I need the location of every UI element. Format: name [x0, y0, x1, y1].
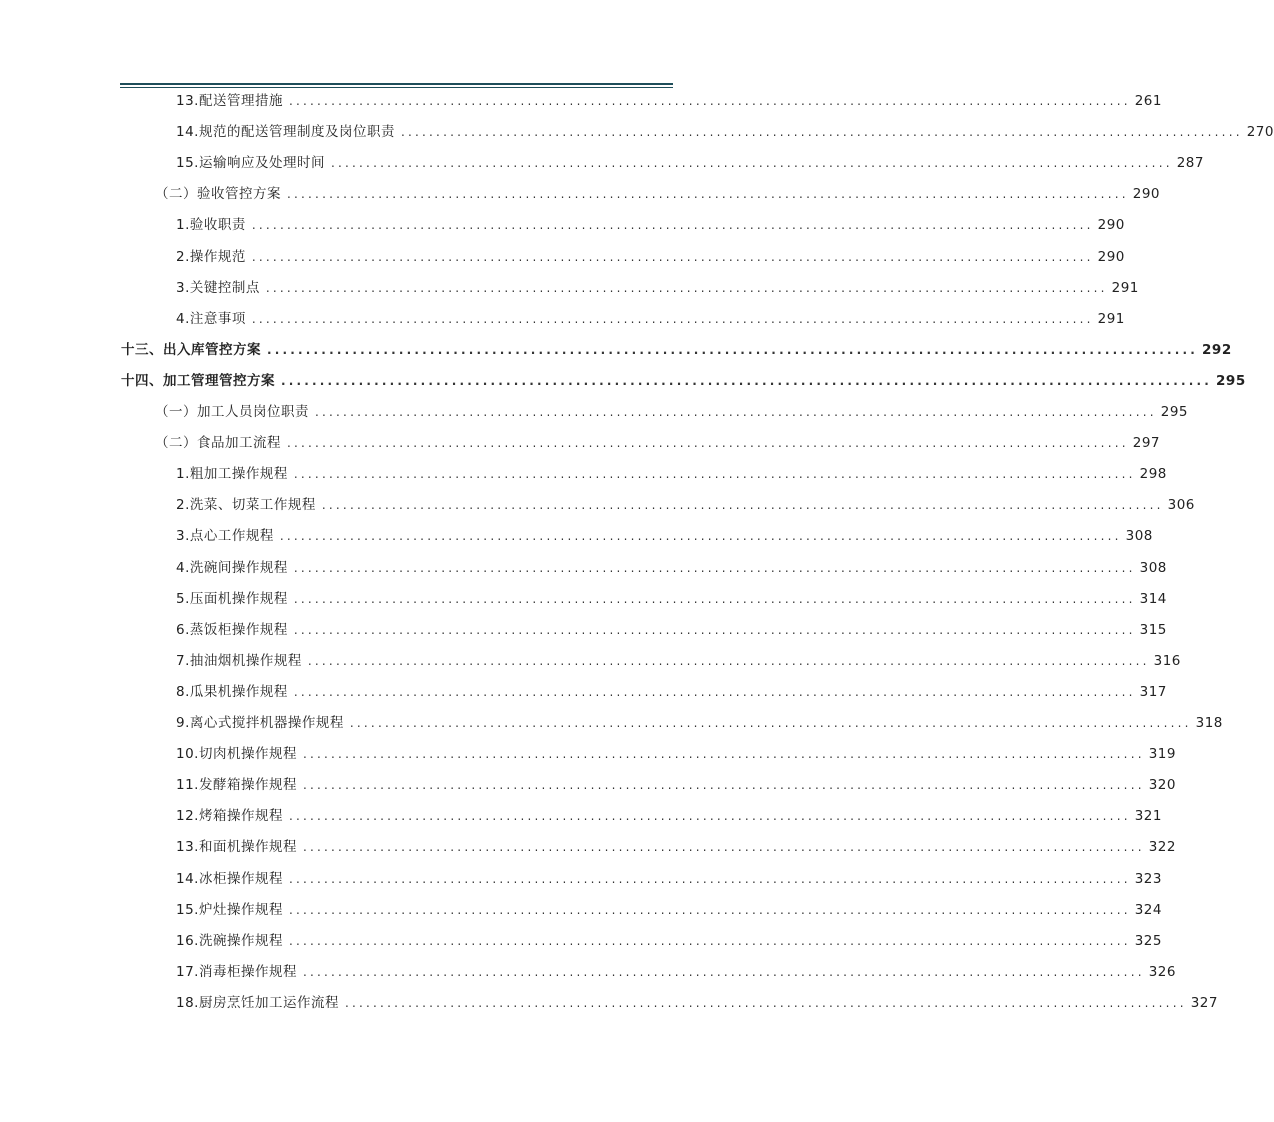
toc-dot-leader: ........................................................................................................................ [315, 405, 1157, 419]
toc-entry-number: 8. [176, 684, 190, 700]
toc-dot-leader: ........................................................................................................................ [293, 561, 1136, 575]
toc-dot-leader: ........................................................................................................................ [349, 716, 1192, 730]
toc-entry-title: 出入库管控方案 [163, 342, 261, 358]
toc-dot-leader: ........................................................................................................................ [293, 685, 1136, 699]
toc-entry-page-number: 261 [1134, 93, 1162, 109]
toc-entry-page-number: 290 [1132, 186, 1161, 202]
toc-dot-leader: ........................................................................................................................ [288, 94, 1131, 108]
toc-entry-number: （二） [155, 435, 197, 451]
toc-entry-title: 抽油烟机操作规程 [189, 653, 302, 669]
toc-dot-leader: ........................................................................................................................ [302, 778, 1145, 792]
toc-entry-page-number: 290 [1097, 249, 1125, 265]
toc-entry[interactable] [176, 869, 1162, 889]
toc-dot-leader: ........................................................................................................................ [265, 281, 1108, 295]
toc-entry-page-number: 321 [1134, 808, 1162, 824]
toc-entry-number: 17. [176, 964, 199, 980]
toc-entry-title: 关键控制点 [189, 280, 260, 296]
toc-entry-page-number: 270 [1246, 124, 1274, 140]
header-rule-thin [120, 87, 673, 88]
toc-entry[interactable] [176, 651, 1181, 671]
toc-entry-page-number: 323 [1134, 871, 1162, 887]
toc-entry-title: 瓜果机操作规程 [189, 684, 288, 700]
toc-entry-number: 4. [176, 560, 190, 576]
toc-entry[interactable] [176, 931, 1162, 951]
toc-entry-number: 16. [176, 933, 199, 949]
toc-entry-title: 验收职责 [189, 217, 246, 233]
toc-entry-title: 蒸饭柜操作规程 [189, 622, 288, 638]
toc-entry-title: 规范的配送管理制度及岗位职责 [198, 124, 395, 140]
toc-entry[interactable] [155, 433, 1161, 453]
toc-entry-title: 压面机操作规程 [189, 591, 288, 607]
toc-entry-title: 和面机操作规程 [198, 839, 297, 855]
toc-dot-leader: ........................................................................................................................ [293, 623, 1136, 637]
toc-entry-number: 1. [176, 217, 190, 233]
toc-entry-page-number: 291 [1111, 280, 1139, 296]
toc-entry-number: 11. [176, 777, 199, 793]
toc-entry-title: 粗加工操作规程 [189, 466, 288, 482]
toc-entry-page-number: 295 [1160, 404, 1189, 420]
toc-entry[interactable] [176, 744, 1176, 764]
toc-entry-title: 食品加工流程 [197, 435, 281, 451]
toc-entry-page-number: 324 [1134, 902, 1162, 918]
toc-entry-number: 14. [176, 124, 199, 140]
toc-entry-page-number: 306 [1167, 497, 1195, 513]
toc-entry-page-number: 295 [1216, 373, 1246, 389]
toc-entry-page-number: 314 [1139, 591, 1167, 607]
toc-entry[interactable] [176, 900, 1162, 920]
toc-dot-leader: ........................................................................................................................ [302, 840, 1145, 854]
toc-entry-number: 18. [176, 995, 199, 1011]
toc-dot-leader: ........................................................................................................................ [307, 654, 1150, 668]
toc-entry[interactable] [121, 371, 1246, 391]
toc-entry-number: 6. [176, 622, 190, 638]
toc-entry[interactable] [176, 122, 1274, 142]
toc-entry-page-number: 317 [1139, 684, 1167, 700]
toc-dot-leader: ........................................................................................................................ [267, 343, 1199, 357]
toc-dot-leader: ........................................................................................................................ [293, 592, 1136, 606]
toc-entry-page-number: 292 [1202, 342, 1232, 358]
toc-entry-number: 7. [176, 653, 190, 669]
toc-entry-page-number: 325 [1134, 933, 1162, 949]
toc-entry-number: 2. [176, 497, 190, 513]
toc-entry-title: 加工人员岗位职责 [197, 404, 309, 420]
toc-entry[interactable] [121, 340, 1232, 360]
toc-dot-leader: ........................................................................................................................ [288, 872, 1131, 886]
toc-entry-number: 12. [176, 808, 199, 824]
toc-dot-leader: ........................................................................................................................ [251, 312, 1094, 326]
toc-entry[interactable] [176, 806, 1162, 826]
toc-entry[interactable] [155, 402, 1189, 422]
toc-entry-title: 厨房烹饪加工运作流程 [198, 995, 339, 1011]
toc-entry-title: 洗碗间操作规程 [189, 560, 288, 576]
toc-entry[interactable] [176, 962, 1176, 982]
toc-entry-page-number: 319 [1148, 746, 1176, 762]
toc-entry[interactable] [176, 589, 1167, 609]
toc-entry[interactable] [176, 713, 1223, 733]
toc-entry-title: 配送管理措施 [198, 93, 283, 109]
toc-entry-page-number: 315 [1139, 622, 1167, 638]
toc-entry-number: 5. [176, 591, 190, 607]
toc-entry[interactable] [176, 558, 1167, 578]
toc-entry-page-number: 320 [1148, 777, 1176, 793]
toc-entry-number: 9. [176, 715, 190, 731]
toc-dot-leader: ........................................................................................................................ [321, 498, 1164, 512]
toc-dot-leader: ........................................................................................................................ [287, 187, 1129, 201]
header-rule-thick [120, 83, 673, 85]
toc-entry-title: 切肉机操作规程 [198, 746, 297, 762]
toc-entry[interactable] [176, 837, 1176, 857]
toc-entry-number: 14. [176, 871, 199, 887]
toc-entry-number: 13. [176, 839, 199, 855]
toc-dot-leader: ........................................................................................................................ [288, 934, 1131, 948]
toc-dot-leader: ........................................................................................................................ [330, 156, 1173, 170]
toc-entry-page-number: 326 [1148, 964, 1176, 980]
toc-entry-page-number: 298 [1139, 466, 1167, 482]
toc-entry-title: 运输响应及处理时间 [198, 155, 325, 171]
toc-dot-leader: ........................................................................................................................ [251, 250, 1094, 264]
toc-entry-number: 十四、 [121, 373, 163, 389]
toc-entry[interactable] [155, 184, 1161, 204]
toc-entry-number: 十三、 [121, 342, 163, 358]
toc-entry-number: 4. [176, 311, 190, 327]
toc-entry-page-number: 287 [1176, 155, 1204, 171]
toc-dot-leader: ........................................................................................................................ [288, 809, 1131, 823]
toc-entry-title: 离心式搅拌机器操作规程 [189, 715, 344, 731]
toc-entry-number: 3. [176, 280, 190, 296]
toc-entry[interactable] [176, 775, 1176, 795]
toc-entry[interactable] [176, 278, 1139, 298]
toc-entry-number: 13. [176, 93, 199, 109]
toc-entry-number: 1. [176, 466, 190, 482]
toc-entry-number: 2. [176, 249, 190, 265]
toc-entry[interactable] [176, 526, 1153, 546]
toc-dot-leader: ........................................................................................................................ [288, 903, 1131, 917]
toc-entry[interactable] [176, 993, 1218, 1013]
toc-entry-title: 消毒柜操作规程 [198, 964, 297, 980]
toc-entry-title: 注意事项 [189, 311, 246, 327]
toc-entry-page-number: 308 [1139, 560, 1167, 576]
toc-entry-title: 验收管控方案 [197, 186, 281, 202]
toc-dot-leader: ........................................................................................................................ [302, 965, 1145, 979]
toc-dot-leader: ........................................................................................................................ [287, 436, 1129, 450]
toc-entry-number: 15. [176, 155, 199, 171]
toc-entry[interactable] [176, 464, 1167, 484]
toc-entry-title: 加工管理管控方案 [163, 373, 275, 389]
toc-dot-leader: ........................................................................................................................ [293, 467, 1136, 481]
toc-entry-number: 10. [176, 746, 199, 762]
toc-entry-title: 操作规范 [189, 249, 246, 265]
toc-entry-title: 发酵箱操作规程 [198, 777, 297, 793]
toc-entry-page-number: 322 [1148, 839, 1176, 855]
toc-entry[interactable] [176, 620, 1167, 640]
toc-entry-page-number: 291 [1097, 311, 1125, 327]
toc-entry-number: （二） [155, 186, 197, 202]
toc-entry[interactable] [176, 495, 1195, 515]
toc-entry[interactable] [176, 91, 1162, 111]
toc-entry-title: 冰柜操作规程 [198, 871, 283, 887]
toc-entry-page-number: 327 [1190, 995, 1218, 1011]
toc-entry-number: 3. [176, 528, 190, 544]
toc-entry-title: 炉灶操作规程 [198, 902, 283, 918]
toc-entry-page-number: 297 [1132, 435, 1161, 451]
toc-entry[interactable] [176, 247, 1125, 267]
toc-entry-page-number: 290 [1097, 217, 1125, 233]
toc-dot-leader: ........................................................................................................................ [302, 747, 1145, 761]
toc-entry-title: 洗菜、切菜工作规程 [189, 497, 316, 513]
toc-dot-leader: ........................................................................................................................ [279, 529, 1122, 543]
toc-dot-leader: ........................................................................................................................ [400, 125, 1243, 139]
toc-entry-page-number: 316 [1153, 653, 1181, 669]
toc-entry[interactable] [176, 309, 1125, 329]
toc-entry-page-number: 318 [1195, 715, 1223, 731]
toc-entry[interactable] [176, 153, 1204, 173]
toc-entry-page-number: 308 [1125, 528, 1153, 544]
toc-entry-title: 洗碗操作规程 [198, 933, 283, 949]
toc-dot-leader: ........................................................................................................................ [344, 996, 1187, 1010]
toc-entry-number: （一） [155, 404, 197, 420]
toc-entry-title: 烤箱操作规程 [198, 808, 283, 824]
toc-entry[interactable] [176, 215, 1125, 235]
toc-dot-leader: ........................................................................................................................ [281, 374, 1213, 388]
toc-entry-number: 15. [176, 902, 199, 918]
toc-entry-title: 点心工作规程 [189, 528, 274, 544]
toc-dot-leader: ........................................................................................................................ [251, 218, 1094, 232]
toc-entry[interactable] [176, 682, 1167, 702]
